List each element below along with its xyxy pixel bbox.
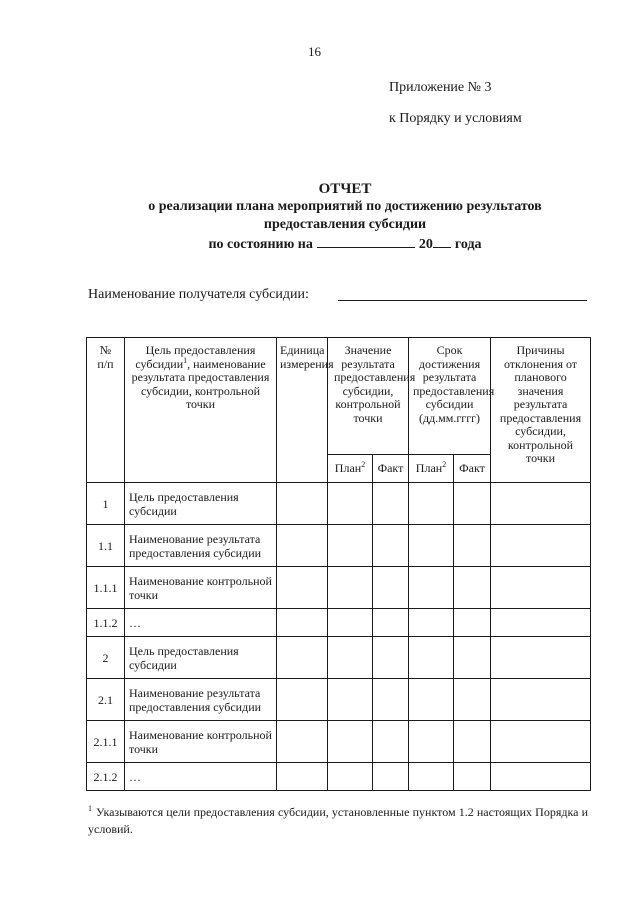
table-row: [87, 679, 591, 721]
row-num: 2.1.1: [87, 721, 125, 763]
row-num: 1.1.2: [87, 609, 125, 637]
header-deadline-plan: План$^2$: [409, 455, 454, 483]
row-deadline-fact: [454, 721, 491, 763]
row-unit: [277, 483, 328, 525]
header-value-fact: Факт: [373, 455, 409, 483]
row-deadline-plan: [409, 525, 454, 567]
row-reasons: [491, 679, 591, 721]
row-reasons: [491, 567, 591, 609]
row-deadline-fact: [454, 763, 491, 791]
table-row: [87, 567, 591, 609]
row-deadline-fact: [454, 637, 491, 679]
row-deadline-fact: [454, 567, 491, 609]
row-value-plan: [328, 763, 373, 791]
year-blank: [433, 234, 451, 248]
row-unit: [277, 525, 328, 567]
header-plan-footnote-mark: 2: [361, 459, 366, 469]
header-value-plan: План$^2$: [328, 455, 373, 483]
row-reasons: [491, 525, 591, 567]
row-reasons: [491, 721, 591, 763]
table-row: [87, 525, 591, 567]
table-row: [87, 609, 591, 637]
row-unit: [277, 609, 328, 637]
row-deadline-fact: [454, 679, 491, 721]
report-subtitle-line2: предоставления субсидии: [263, 217, 427, 232]
footnote: [88, 800, 588, 838]
row-value-fact: [373, 525, 409, 567]
row-value-fact: [373, 567, 409, 609]
row-label: Цель предоставления субсидии: [125, 637, 277, 679]
page-number: 16: [308, 44, 321, 59]
appendix-reference: к Порядку и условиям: [389, 111, 522, 126]
header-goal: [125, 338, 277, 483]
recipient-label: Наименование получателя субсидии:: [88, 287, 309, 302]
header-num: № п/п: [87, 338, 125, 483]
report-subtitle-line1: о реализации плана мероприятий по достижению результатов: [148, 199, 542, 214]
row-reasons: [491, 763, 591, 791]
row-value-fact: [373, 763, 409, 791]
row-reasons: [491, 483, 591, 525]
row-value-plan: [328, 525, 373, 567]
row-num: 1.1: [87, 525, 125, 567]
header-goal-pre: Цель предоставления субсидии: [135, 343, 256, 371]
row-value-fact: [373, 637, 409, 679]
report-title: ОТЧЕТ: [318, 181, 372, 197]
row-deadline-plan: [409, 763, 454, 791]
row-value-plan: [328, 721, 373, 763]
row-num: 2: [87, 637, 125, 679]
row-unit: [277, 637, 328, 679]
row-label: Наименование контрольной точки: [125, 721, 277, 763]
row-value-plan: [328, 637, 373, 679]
row-num: 2.1: [87, 679, 125, 721]
footnote-mark: 1: [88, 804, 92, 813]
header-reasons: Причины отклонения от планового значения результата предоставления субсидии, контрольной точки: [491, 338, 591, 483]
row-deadline-plan: [409, 609, 454, 637]
table-row: [87, 637, 591, 679]
recipient-blank-line: [338, 300, 587, 301]
row-value-fact: [373, 679, 409, 721]
date-prefix: по состоянию на: [208, 237, 313, 252]
header-unit: Единица измерения: [277, 338, 328, 483]
header-deadline-fact: Факт: [454, 455, 491, 483]
header-goal-footnote-mark: 1: [183, 355, 188, 365]
header-value: Значение результата предоставления субсидии, контрольной точки: [328, 338, 409, 455]
row-deadline-plan: [409, 483, 454, 525]
header-goal-post: , наименование результата предоставления субсидии, контрольной точки: [131, 356, 270, 411]
header-plan-footnote-mark: 2: [442, 459, 447, 469]
row-reasons: [491, 609, 591, 637]
date-blank: [317, 234, 415, 248]
appendix-number: Приложение № 3: [389, 80, 492, 95]
row-deadline-fact: [454, 609, 491, 637]
row-value-plan: [328, 483, 373, 525]
year-suffix: года: [454, 237, 482, 252]
table-row: [87, 483, 591, 525]
table-row: [87, 721, 591, 763]
row-deadline-plan: [409, 679, 454, 721]
row-num: 1: [87, 483, 125, 525]
row-unit: [277, 679, 328, 721]
row-label: Наименование результата предоставления субсидии: [125, 679, 277, 721]
row-value-fact: [373, 483, 409, 525]
row-value-plan: [328, 567, 373, 609]
row-num: 1.1.1: [87, 567, 125, 609]
row-label: …: [125, 609, 277, 637]
table-row: [87, 763, 591, 791]
row-deadline-fact: [454, 525, 491, 567]
header-deadline: Срок достижения результата предоставления субсидии (дд.мм.гггг): [409, 338, 491, 455]
row-label: Наименование контрольной точки: [125, 567, 277, 609]
row-value-plan: [328, 609, 373, 637]
row-deadline-plan: [409, 567, 454, 609]
row-value-fact: [373, 721, 409, 763]
report-date-line: [0, 234, 629, 254]
row-unit: [277, 721, 328, 763]
row-unit: [277, 763, 328, 791]
row-deadline-fact: [454, 483, 491, 525]
report-table: [86, 337, 591, 791]
row-reasons: [491, 637, 591, 679]
row-label: …: [125, 763, 277, 791]
row-label: Цель предоставления субсидии: [125, 483, 277, 525]
year-prefix: 20: [418, 237, 433, 252]
row-value-plan: [328, 679, 373, 721]
row-deadline-plan: [409, 721, 454, 763]
row-num: 2.1.2: [87, 763, 125, 791]
row-unit: [277, 567, 328, 609]
header-row: [87, 338, 591, 455]
row-label: Наименование результата предоставления субсидии: [125, 525, 277, 567]
footnote-text: Указываются цели предоставления субсидии, установленные пунктом 1.2 настоящих Порядка и условий.: [88, 805, 588, 836]
row-deadline-plan: [409, 637, 454, 679]
row-value-fact: [373, 609, 409, 637]
report-title-block: [0, 180, 629, 254]
